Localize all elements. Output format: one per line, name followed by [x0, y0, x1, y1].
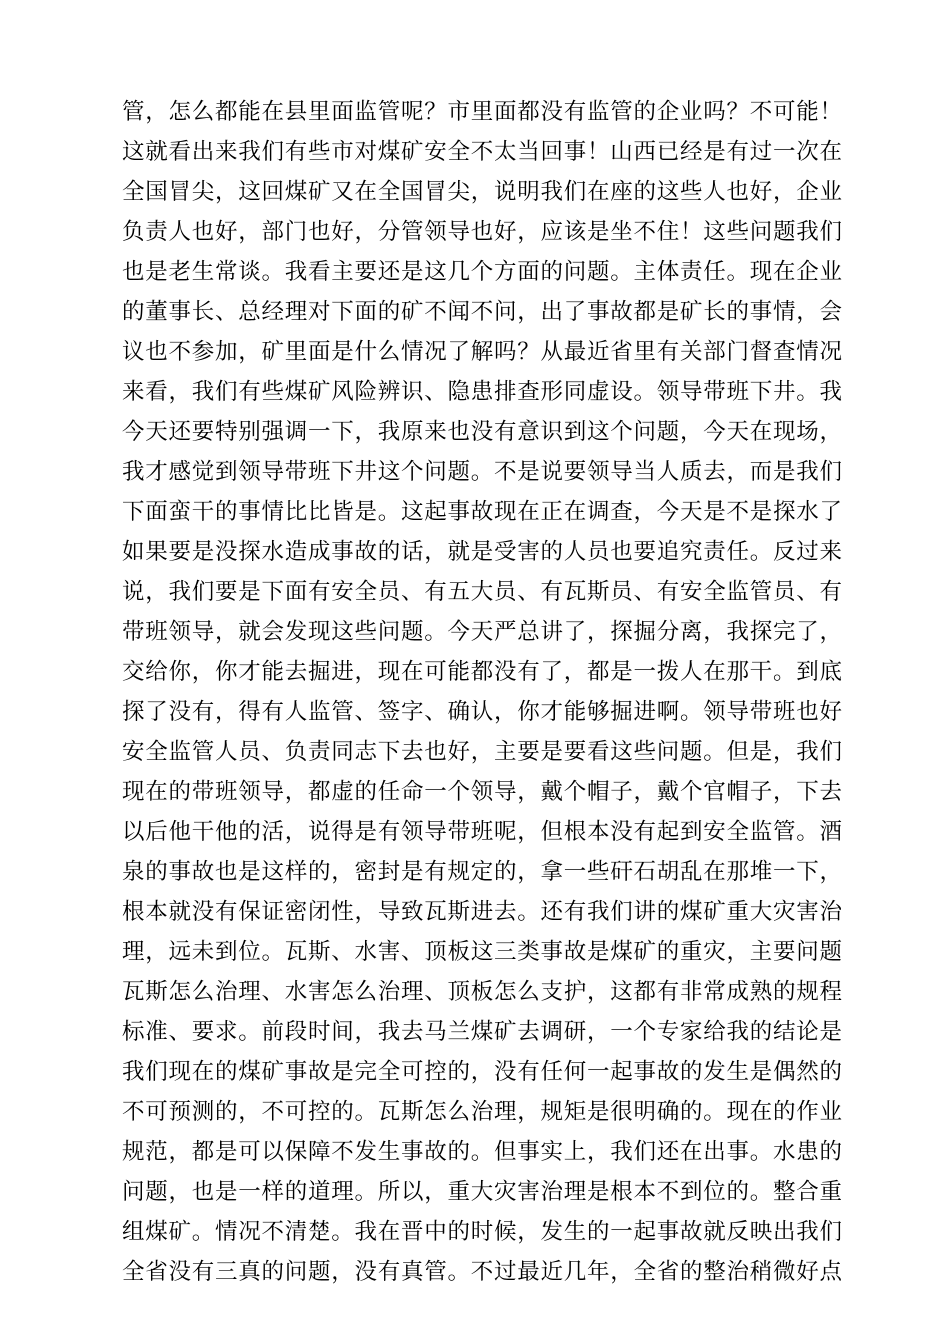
text-line: 规范，都是可以保障不发生事故的。但事实上，我们还在出事。水患的	[122, 1139, 842, 1165]
text-line: 交给你，你才能去掘进，现在可能都没有了，都是一拨人在那干。到底	[122, 659, 842, 685]
text-line: 问题，也是一样的道理。所以，重大灾害治理是根本不到位的。整合重	[122, 1179, 842, 1205]
text-line: 带班领导，就会发现这些问题。今天严总讲了，探掘分离，我探完了，	[122, 619, 842, 645]
text-line: 组煤矿。情况不清楚。我在晋中的时候，发生的一起事故就反映出我们	[122, 1219, 842, 1245]
text-line: 如果要是没探水造成事故的话，就是受害的人员也要追究责任。反过来	[122, 539, 842, 565]
text-line: 的董事长、总经理对下面的矿不闻不问，出了事故都是矿长的事情，会	[122, 299, 842, 325]
text-line: 不可预测的，不可控的。瓦斯怎么治理，规矩是很明确的。现在的作业	[122, 1099, 842, 1125]
text-line: 瓦斯怎么治理、水害怎么治理、顶板怎么支护，这都有非常成熟的规程	[122, 979, 842, 1005]
text-line: 下面蛮干的事情比比皆是。这起事故现在正在调查，今天是不是探水了	[122, 499, 842, 525]
text-line: 全国冒尖，这回煤矿又在全国冒尖，说明我们在座的这些人也好，企业	[122, 179, 842, 205]
text-line: 以后他干他的活，说得是有领导带班呢，但根本没有起到安全监管。酒	[122, 819, 842, 845]
text-line: 我才感觉到领导带班下井这个问题。不是说要领导当人质去，而是我们	[122, 459, 842, 485]
text-line: 说，我们要是下面有安全员、有五大员、有瓦斯员、有安全监管员、有	[122, 579, 842, 605]
text-line: 管，怎么都能在县里面监管呢？市里面都没有监管的企业吗？不可能！	[122, 99, 842, 125]
text-line: 现在的带班领导，都虚的任命一个领导，戴个帽子，戴个官帽子，下去	[122, 779, 842, 805]
text-line: 安全监管人员、负责同志下去也好，主要是要看这些问题。但是，我们	[122, 739, 842, 765]
body-text	[122, 92, 842, 1292]
text-line: 根本就没有保证密闭性，导致瓦斯进去。还有我们讲的煤矿重大灾害治	[122, 899, 842, 925]
text-line: 全省没有三真的问题，没有真管。不过最近几年，全省的整治稍微好点	[122, 1259, 842, 1285]
text-line: 探了没有，得有人监管、签字、确认，你才能够掘进啊。领导带班也好	[122, 699, 842, 725]
text-line: 泉的事故也是这样的，密封是有规定的，拿一些矸石胡乱在那堆一下，	[122, 859, 842, 885]
text-line: 负责人也好，部门也好，分管领导也好，应该是坐不住！这些问题我们	[122, 219, 842, 245]
text-line: 来看，我们有些煤矿风险辨识、隐患排查形同虚设。领导带班下井。我	[122, 379, 842, 405]
text-line: 今天还要特别强调一下，我原来也没有意识到这个问题，今天在现场，	[122, 419, 842, 445]
text-line: 理，远未到位。瓦斯、水害、顶板这三类事故是煤矿的重灾，主要问题	[122, 939, 842, 965]
text-line: 我们现在的煤矿事故是完全可控的，没有任何一起事故的发生是偶然的	[122, 1059, 842, 1085]
text-line: 标准、要求。前段时间，我去马兰煤矿去调研，一个专家给我的结论是	[122, 1019, 842, 1045]
text-line: 这就看出来我们有些市对煤矿安全不太当回事！山西已经是有过一次在	[122, 139, 842, 165]
text-line: 议也不参加，矿里面是什么情况了解吗？从最近省里有关部门督查情况	[122, 339, 842, 365]
text-line: 也是老生常谈。我看主要还是这几个方面的问题。主体责任。现在企业	[122, 259, 842, 285]
